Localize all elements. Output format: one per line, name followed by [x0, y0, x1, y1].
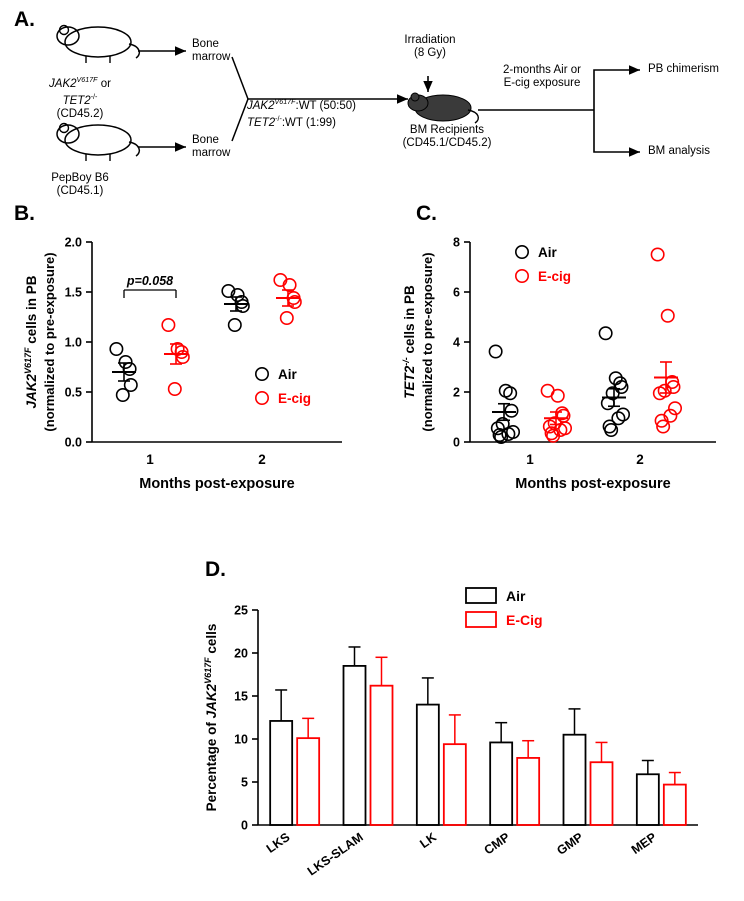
svg-text:0.0: 0.0 — [64, 435, 82, 450]
svg-text:25: 25 — [234, 603, 248, 618]
bone-marrow-bottom-label: Bone marrow — [192, 134, 231, 159]
svg-text:CMP: CMP — [481, 829, 513, 858]
svg-text:0: 0 — [241, 818, 248, 833]
svg-text:1.0: 1.0 — [64, 335, 82, 350]
donor2-label: PepBoy B6 (CD45.1) — [51, 172, 109, 197]
panel-b-letter: B. — [14, 202, 35, 225]
svg-text:E-cig: E-cig — [538, 269, 572, 284]
svg-text:0: 0 — [453, 435, 460, 450]
panel-a-letter: A. — [14, 8, 35, 31]
chart-c-svg — [372, 222, 744, 522]
chart-d-svg — [180, 580, 740, 895]
svg-text:2: 2 — [636, 452, 644, 467]
svg-text:Months post-exposure: Months post-exposure — [139, 476, 295, 492]
svg-text:4: 4 — [453, 335, 460, 350]
svg-text:Air: Air — [278, 367, 297, 382]
recipients-label: BM Recipients (CD45.1/CD45.2) — [402, 124, 492, 149]
svg-text:Air: Air — [506, 588, 526, 604]
panel-c-letter: C. — [416, 202, 437, 225]
svg-text:5: 5 — [241, 775, 248, 790]
chart-b-svg — [0, 222, 372, 522]
output-pb-chimerism-label: PB chimerism — [648, 63, 719, 75]
svg-text:10: 10 — [234, 732, 248, 747]
donor-mouse-1-icon — [57, 26, 139, 64]
svg-text:2.0: 2.0 — [64, 235, 82, 250]
experiment-diagram — [0, 0, 744, 200]
exposure-label: 2-months Air or E-cig exposure — [503, 64, 581, 89]
svg-text:2: 2 — [453, 385, 460, 400]
svg-text:MEP: MEP — [628, 829, 660, 857]
svg-text:JAK2V617F cells in PB: $JAK2^{V617F}$ cells in PB — [23, 275, 39, 409]
mixing-ratio-label: $JAK2^{V617F}:WT$ (50:50) TET2-/-:WT (1:99) — [247, 98, 356, 129]
svg-text:LKS: LKS — [263, 829, 293, 856]
bone-marrow-top-label: Bone marrow — [192, 38, 231, 63]
chart-c-tet2-pb — [372, 222, 744, 522]
svg-text:15: 15 — [234, 689, 248, 704]
svg-text:E-cig: E-cig — [278, 391, 312, 406]
svg-text:Months post-exposure: Months post-exposure — [515, 476, 671, 492]
svg-text:0.5: 0.5 — [64, 385, 82, 400]
svg-text:(normalized to pre-exposure): (normalized to pre-exposure) — [42, 252, 57, 432]
svg-text:(normalized to pre-exposure): (normalized to pre-exposure) — [420, 252, 435, 432]
svg-text:6: 6 — [453, 285, 460, 300]
donor1-label: $JAK2^{V617F}$ or TET2-/- (CD45.2) — [49, 76, 111, 120]
svg-text:1.5: 1.5 — [64, 285, 82, 300]
svg-text:Percentage of JAK2V617F cells: Percentage of $JAK2^{V617F}$ cells — [203, 623, 219, 812]
chart-d-bm-populations — [180, 580, 740, 895]
irradiation-label: Irradiation (8 Gy) — [404, 34, 456, 59]
svg-text:GMP: GMP — [554, 829, 586, 858]
donor-mouse-2-icon — [57, 124, 139, 162]
svg-text:Air: Air — [538, 245, 557, 260]
svg-text:8: 8 — [453, 235, 460, 250]
svg-text:20: 20 — [234, 646, 248, 661]
chart-b-jak2-pb — [0, 222, 372, 522]
recipient-mouse-icon — [408, 93, 478, 123]
svg-text:LKS-SLAM: LKS-SLAM — [304, 829, 366, 879]
svg-text:1: 1 — [526, 452, 534, 467]
svg-text:TET2-/- cells in PB: TET2-/- cells in PB — [401, 285, 417, 399]
svg-text:2: 2 — [258, 452, 266, 467]
svg-text:1: 1 — [146, 452, 154, 467]
svg-text:E-Cig: E-Cig — [506, 612, 543, 628]
svg-text:LK: LK — [417, 829, 440, 852]
panel-d-letter: D. — [205, 558, 226, 581]
output-bm-analysis-label: BM analysis — [648, 145, 710, 157]
svg-text:p=0.058: p=0.058 — [126, 274, 174, 288]
